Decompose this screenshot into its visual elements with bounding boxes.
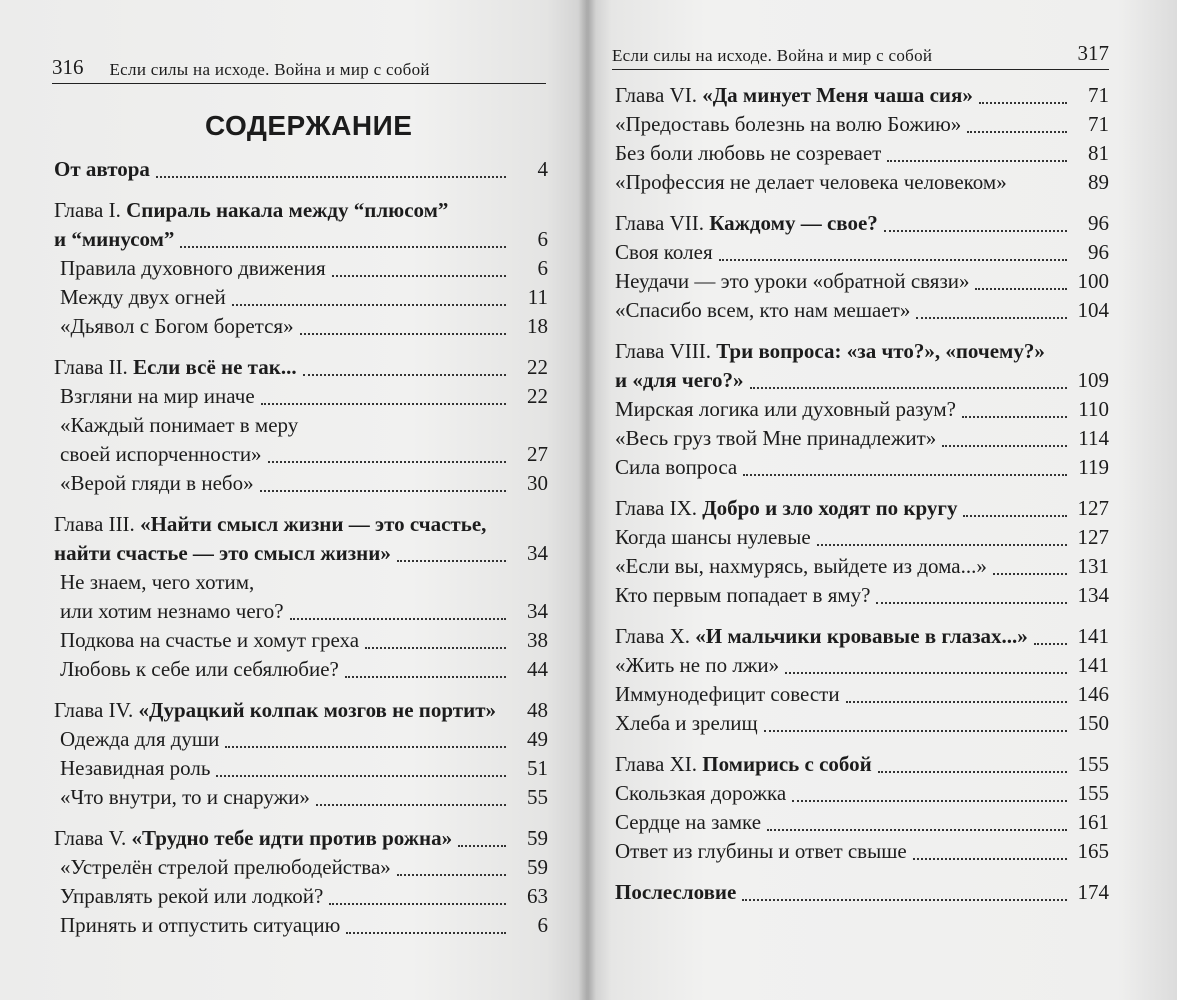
- toc-entry: [615, 523, 1109, 552]
- entry-page: 27: [527, 442, 548, 466]
- toc-entry: [615, 238, 1109, 267]
- chapter-label: Глава I.: [54, 198, 127, 222]
- entry-title: Без боли любовь не созревает: [615, 141, 882, 165]
- toc-entry: [54, 853, 548, 882]
- entry-page: 22: [527, 384, 548, 408]
- toc-entry: [615, 81, 1109, 110]
- entry-page: 34: [527, 599, 548, 623]
- toc-entry: [54, 440, 548, 469]
- running-head: Если силы на исходе. Война и мир с собой: [612, 46, 933, 65]
- toc-entry: [54, 568, 548, 597]
- toc-entry: [54, 783, 548, 812]
- toc-entry: [615, 622, 1109, 651]
- entry-page: 141: [1077, 624, 1109, 648]
- toc-entry: [615, 337, 1109, 366]
- entry-page: 34: [527, 541, 548, 565]
- entry-page: 89: [1088, 170, 1109, 194]
- toc-entry: [54, 283, 548, 312]
- entry-page: 51: [527, 756, 548, 780]
- entry-title: Иммунодефицит совести: [615, 682, 840, 706]
- page-number: 316: [52, 55, 84, 79]
- entry-page: 81: [1088, 141, 1109, 165]
- entry-title: От автора: [54, 157, 150, 181]
- chapter-label: Глава III.: [54, 512, 141, 536]
- toc-entry: [615, 395, 1109, 424]
- entry-page: 30: [527, 471, 548, 495]
- page-number: 317: [1077, 41, 1109, 65]
- entry-page: 127: [1077, 496, 1109, 520]
- toc-entry: [615, 651, 1109, 680]
- toc-entry: [615, 750, 1109, 779]
- entry-page: 49: [527, 727, 548, 751]
- entry-title: «Весь груз твой Мне принадлежит»: [615, 426, 937, 450]
- entry-page: 96: [1088, 240, 1109, 264]
- entry-page: 6: [537, 256, 548, 280]
- chapter-label: Глава IV.: [54, 698, 139, 722]
- entry-title: Сердце на замке: [615, 810, 762, 834]
- entry-title: Если всё не так...: [133, 355, 297, 379]
- chapter-label: Глава IX.: [615, 496, 703, 520]
- entry-page: 165: [1077, 839, 1109, 863]
- entry-title: Взгляни на мир иначе: [60, 384, 255, 408]
- entry-title: «Что внутри, то и снаружи»: [60, 785, 310, 809]
- toc-entry: [54, 655, 548, 684]
- toc-left-column: [54, 155, 548, 940]
- entry-title: Любовь к себе или себялюбие?: [60, 657, 339, 681]
- toc-entry: [615, 709, 1109, 738]
- toc-entry: [54, 539, 548, 568]
- entry-page: 22: [527, 355, 548, 379]
- entry-title: Ответ из глубины и ответ свыше: [615, 839, 907, 863]
- entry-page: 4: [537, 157, 548, 181]
- entry-page: 44: [527, 657, 548, 681]
- entry-page: 48: [527, 698, 548, 722]
- toc-entry: [615, 453, 1109, 482]
- entry-title: Хлеба и зрелищ: [615, 711, 758, 735]
- entry-title: «Дьявол с Богом борется»: [60, 314, 294, 338]
- entry-title: Послесловие: [615, 880, 737, 904]
- toc-entry: [615, 139, 1109, 168]
- entry-page: 119: [1078, 455, 1109, 479]
- entry-title: «Трудно тебе идти против рожна»: [131, 826, 453, 850]
- entry-page: 55: [527, 785, 548, 809]
- entry-page: 155: [1077, 752, 1109, 776]
- entry-page: 174: [1077, 880, 1109, 904]
- entry-page: 109: [1077, 368, 1109, 392]
- entry-page: 96: [1088, 211, 1109, 235]
- chapter-label: Глава VIII.: [615, 339, 717, 363]
- entry-title: Управлять рекой или лодкой?: [60, 884, 324, 908]
- entry-page: 155: [1077, 781, 1109, 805]
- entry-title: Неудачи — это уроки «обратной связи»: [615, 269, 970, 293]
- toc-entry: [615, 110, 1109, 139]
- entry-title: «Да минует Меня чаша сия»: [702, 83, 973, 107]
- entry-title: Мирская логика или духовный разум?: [615, 397, 956, 421]
- entry-title: найти счастье — это смысл жизни»: [54, 541, 391, 565]
- entry-page: 131: [1077, 554, 1109, 578]
- toc-entry: [54, 696, 548, 725]
- entry-page: 114: [1078, 426, 1109, 450]
- entry-title: Кто первым попадает в яму?: [615, 583, 871, 607]
- toc-entry: [54, 353, 548, 382]
- toc-entry: [54, 911, 548, 940]
- toc-entry: [615, 837, 1109, 866]
- entry-title: и “минусом”: [54, 227, 175, 251]
- toc-entry: [54, 196, 548, 225]
- entry-title: «Каждый понимает в меру: [60, 413, 299, 437]
- toc-entry: [615, 494, 1109, 523]
- entry-page: 18: [527, 314, 548, 338]
- left-page-header: [52, 54, 546, 84]
- entry-page: 6: [537, 913, 548, 937]
- entry-title: Сила вопроса: [615, 455, 738, 479]
- toc-entry: [54, 155, 548, 184]
- chapter-label: Глава X.: [615, 624, 696, 648]
- entry-page: 100: [1077, 269, 1109, 293]
- entry-title: «Если вы, нахмурясь, выйдете из дома...»: [615, 554, 987, 578]
- entry-page: 161: [1077, 810, 1109, 834]
- toc-entry: [54, 225, 548, 254]
- toc-entry: [54, 882, 548, 911]
- entry-title: «Устрелён стрелой прелюбодейства»: [60, 855, 391, 879]
- entry-title: «Дурацкий колпак мозгов не портит»: [138, 698, 497, 722]
- toc-entry: [615, 552, 1109, 581]
- entry-page: 150: [1077, 711, 1109, 735]
- entry-page: 104: [1077, 298, 1109, 322]
- entry-title: своей испорченности»: [60, 442, 262, 466]
- entry-title: Подкова на счастье и хомут греха: [60, 628, 360, 652]
- toc-right-column: [615, 81, 1109, 907]
- entry-title: Когда шансы нулевые: [615, 525, 811, 549]
- entry-page: 146: [1077, 682, 1109, 706]
- entry-title: Незавидная роль: [60, 756, 211, 780]
- toc-entry: [54, 597, 548, 626]
- chapter-label: Глава VI.: [615, 83, 703, 107]
- right-page-header: [612, 40, 1109, 70]
- entry-title: Спираль накала между “плюсом”: [126, 198, 449, 222]
- entry-title: Своя колея: [615, 240, 713, 264]
- toc-entry: [615, 779, 1109, 808]
- toc-entry: [54, 824, 548, 853]
- toc-entry: [54, 725, 548, 754]
- toc-entry: [54, 411, 548, 440]
- entry-page: 63: [527, 884, 548, 908]
- toc-entry: [54, 312, 548, 341]
- toc-entry: [615, 680, 1109, 709]
- toc-entry: [615, 424, 1109, 453]
- toc-entry: [54, 382, 548, 411]
- entry-page: 110: [1078, 397, 1109, 421]
- toc-entry: [615, 267, 1109, 296]
- entry-title: Каждому — свое?: [709, 211, 878, 235]
- entry-title: Между двух огней: [60, 285, 226, 309]
- entry-page: 134: [1077, 583, 1109, 607]
- running-head: Если силы на исходе. Война и мир с собой: [109, 60, 430, 79]
- toc-entry: [615, 296, 1109, 325]
- left-page: [0, 0, 588, 1000]
- toc-entry: [54, 469, 548, 498]
- entry-title: Три вопроса: «за что?», «почему?»: [716, 339, 1045, 363]
- entry-title: Правила духовного движения: [60, 256, 326, 280]
- entry-title: или хотим незнамо чего?: [60, 599, 284, 623]
- entry-page: 38: [527, 628, 548, 652]
- entry-page: 59: [527, 855, 548, 879]
- toc-entry: [615, 168, 1109, 197]
- toc-entry: [54, 626, 548, 655]
- toc-entry: [615, 878, 1109, 907]
- entry-title: «Спасибо всем, кто нам мешает»: [615, 298, 911, 322]
- entry-page: 59: [527, 826, 548, 850]
- chapter-label: Глава VII.: [615, 211, 710, 235]
- toc-entry: [615, 209, 1109, 238]
- toc-entry: [615, 581, 1109, 610]
- chapter-label: Глава XI.: [615, 752, 703, 776]
- chapter-label: Глава II.: [54, 355, 134, 379]
- entry-page: 11: [527, 285, 548, 309]
- entry-title: «Предоставь болезнь на волю Божию»: [615, 112, 962, 136]
- chapter-label: Глава V.: [54, 826, 132, 850]
- entry-page: 141: [1077, 653, 1109, 677]
- entry-title: «Профессия не делает человека человеком»: [615, 170, 1007, 194]
- entry-title: и «для чего?»: [615, 368, 744, 392]
- entry-title: «Жить не по лжи»: [615, 653, 780, 677]
- entry-title: «Найти смысл жизни — это счастье,: [140, 512, 487, 536]
- entry-title: Добро и зло ходят по кругу: [702, 496, 958, 520]
- entry-page: 127: [1077, 525, 1109, 549]
- entry-title: «Верой гляди в небо»: [60, 471, 254, 495]
- entry-page: 71: [1088, 112, 1109, 136]
- book-gutter: [578, 0, 596, 1000]
- toc-entry: [615, 808, 1109, 837]
- entry-title: Помирись с собой: [702, 752, 872, 776]
- toc-title: СОДЕРЖАНИЕ: [205, 110, 413, 141]
- entry-title: «И мальчики кровавые в глазах...»: [695, 624, 1028, 648]
- entry-page: 6: [537, 227, 548, 251]
- entry-title: Одежда для души: [60, 727, 220, 751]
- entry-title: Принять и отпустить ситуацию: [60, 913, 341, 937]
- entry-title: Не знаем, чего хотим,: [60, 570, 255, 594]
- toc-entry: [54, 510, 548, 539]
- entry-page: 71: [1088, 83, 1109, 107]
- entry-title: Скользкая дорожка: [615, 781, 787, 805]
- toc-entry: [54, 254, 548, 283]
- toc-entry: [54, 754, 548, 783]
- toc-entry: [615, 366, 1109, 395]
